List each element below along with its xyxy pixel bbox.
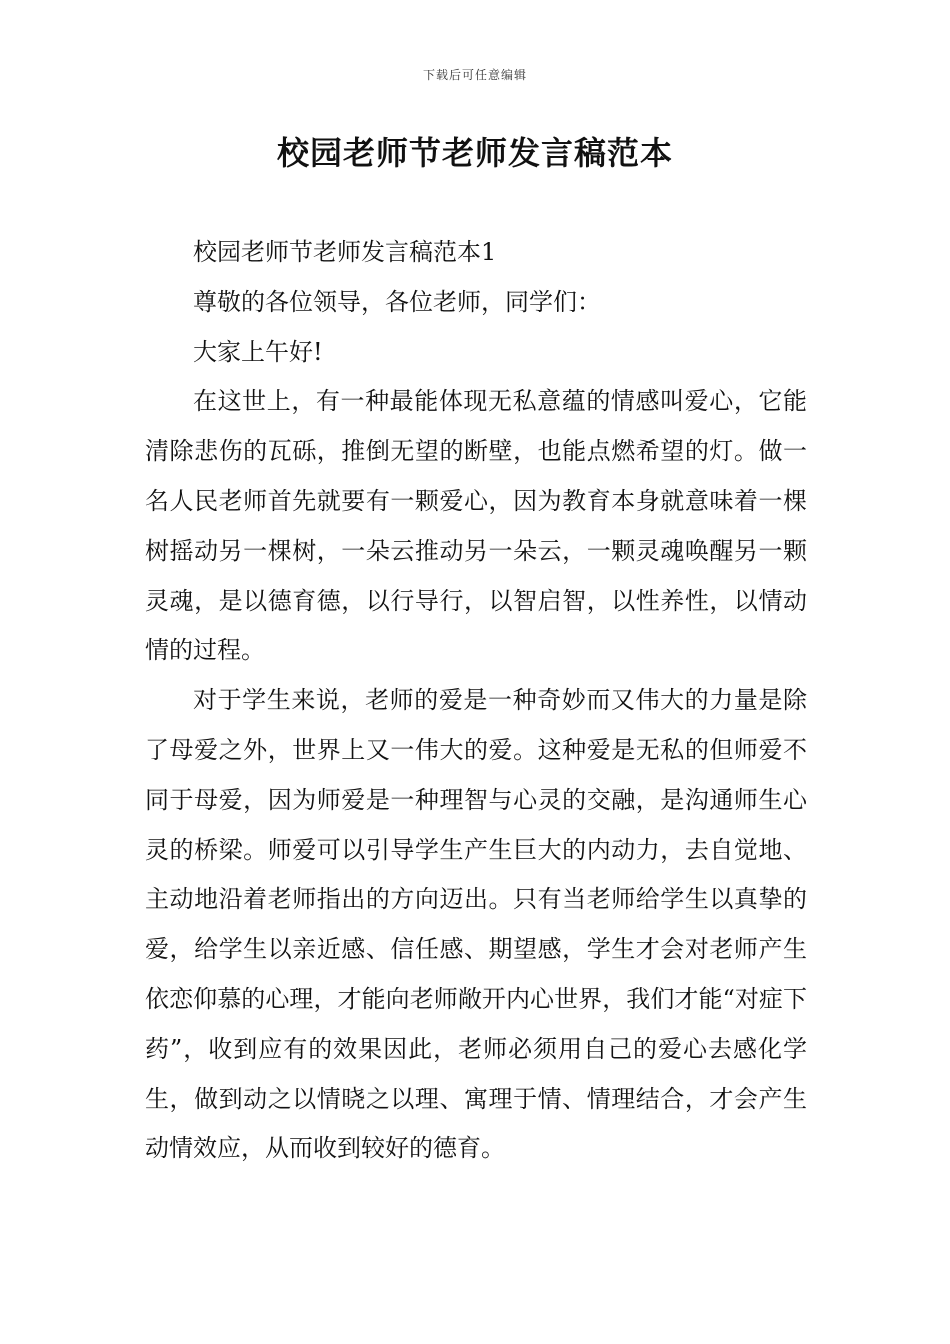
document-body <box>145 228 807 1174</box>
paragraph-body-1: 在这世上，有一种最能体现无私意蕴的情感叫爱心，它能清除悲伤的瓦砾，推倒无望的断壁，也能点燃希望的灯。做一名人民老师首先就要有一颗爱心，因为教育本身就意味着一棵树摇动另一棵树，一朵云推动另一朵云，一颗灵魂唤醒另一颗灵魂，是以德育德，以行导行，以智启智，以性养性，以情动情的过程。 <box>145 387 807 665</box>
document-title: 校园老师节老师发言稿范本 <box>276 134 673 172</box>
paragraph-greeting: 大家上午好! <box>193 337 323 366</box>
paragraph-subtitle: 校园老师节老师发言稿范本1 <box>193 238 497 266</box>
header-note: 下载后可任意编辑 <box>422 68 527 82</box>
paragraph-salutation: 尊敬的各位领导，各位老师，同学们： <box>193 287 601 316</box>
paragraph-body-2: 对于学生来说，老师的爱是一种奇妙而又伟大的力量是除了母爱之外，世界上又一伟大的爱。这种爱是无私的但师爱不同于母爱，因为师爱是一种理智与心灵的交融，是沟通师生心灵的桥梁。师爱可以引导学生产生巨大的内动力，去自觉地、主动地沿着老师指出的方向迈出。只有当老师给学生以真挚的爱，给学生以亲近感、信任感、期望感，学生才会对老师产生依恋仰慕的心理，才能向老师敞开内心世界，我们才能“对症下药”，收到应有的效果因此，老师必须用自己的爱心去感化学生，做到动之以情晓之以理、寓理于情、情理结合，才会产生动情效应，从而收到较好的德育。 <box>145 686 807 1163</box>
